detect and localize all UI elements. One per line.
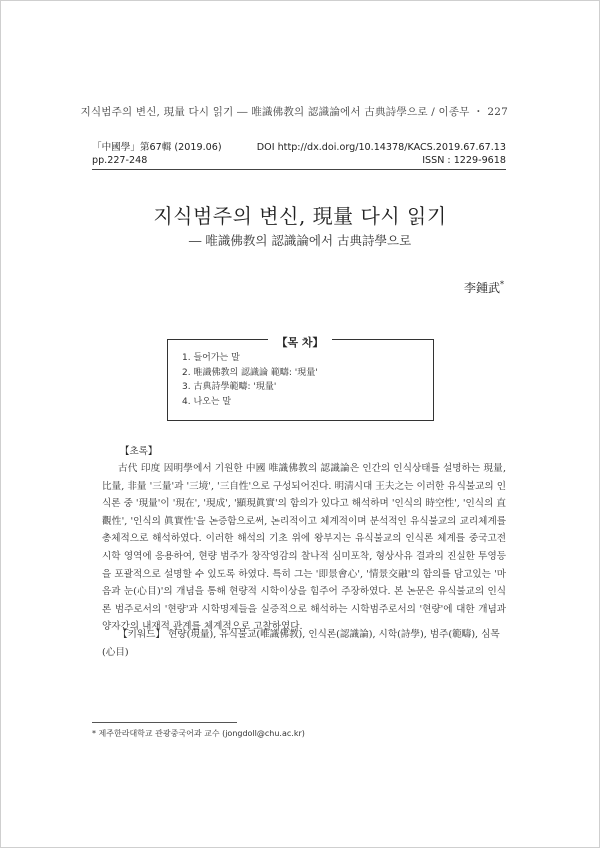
toc-heading: 【목 차】 <box>0 331 600 350</box>
author-footnote: * 제주한라대학교 관광중국어과 교수 (jongdoll@chu.ac.kr) <box>92 729 305 738</box>
running-header: 지식범주의 변신, 現量 다시 읽기 ― 唯識佛教의 認識論에서 古典詩學으로 / 이종무 ・ 227 <box>80 106 508 118</box>
journal-meta <box>92 141 506 167</box>
footnote-divider <box>92 722 237 723</box>
paper-title: 지식범주의 변신, 現量 다시 읽기 <box>153 204 447 228</box>
author-footnote-mark: * <box>500 280 504 289</box>
abstract-body: 古代 印度 因明學에서 기원한 中國 唯識佛教의 認識論은 인간의 인식상태를 설명하는 現量, 比量, 非量 '三量'과 '三境', '三自性'으로 구성되어진다. 明淸시대 王夫之는 이러한 유식불교의 인식론 중 '現量'이 '現在', '現成', '顯現眞實'의 함의가 있다고 해석하며 '인식의 時空性', '인식의 直觀性', '인식의 眞實性'을 논증함으로써, 논리적이고 체계적이며 분석적인 유식불교의 교리체계를 총체적으로 해석하였다. 이러한 해석의 기초 위에 왕부지는 유식불교의 인식론 체계를 중국고전시학 영역에 응용하여, 현량 범주가 창작영감의 찰나적 심미포착, 형상사유 결과의 진실한 투영등을 포괄적으로 설명할 수 있도록 하였다. 특히 그는 '即景會心', '情景交融'의 함의를 담고있는 '마음과 눈(心目)'의 개념을 통해 현량적 시학이상을 힘주어 주장하였다. 본 논문은 유식불교의 인식론 범주로서의 '현량'과 시학명제들을 실증적으로 해석하는 시학범주로서의 '현량'에 대한 개념과 양자간의 내재적 관계를 체계적으로 고찰하였다. <box>102 463 506 633</box>
author-text: 李鍾武 <box>463 281 500 295</box>
meta-divider <box>92 169 506 170</box>
toc-list <box>182 351 318 409</box>
abstract-heading: 【초록】 <box>120 446 158 457</box>
toc-item[interactable]: 3. 古典詩學範疇: '現量' <box>182 382 277 392</box>
toc-item[interactable]: 1. 들어가는 말 <box>182 353 240 363</box>
toc-item[interactable]: 2. 唯識佛教의 認識論 範疇: '現量' <box>182 367 318 378</box>
keywords: 【키워드】 현량(現量), 유식불교(唯識佛教), 인식론(認識論), 시학(詩學), 범주(範疇), 심목(心目) <box>102 629 500 658</box>
author-name <box>464 279 504 296</box>
issn: ISSN : 1229-9618 <box>422 155 506 166</box>
toc-item[interactable]: 4. 나오는 말 <box>182 396 232 407</box>
doi-link[interactable]: DOI http://dx.doi.org/10.14378/KACS.2019.67.67.13 <box>256 142 506 153</box>
paper-subtitle: ― 唯識佛教의 認識論에서 古典詩學으로 <box>188 233 412 248</box>
page-range: pp.227-248 <box>92 155 148 166</box>
journal-info: 「中國學」第67輯 (2019.06) <box>92 142 222 153</box>
